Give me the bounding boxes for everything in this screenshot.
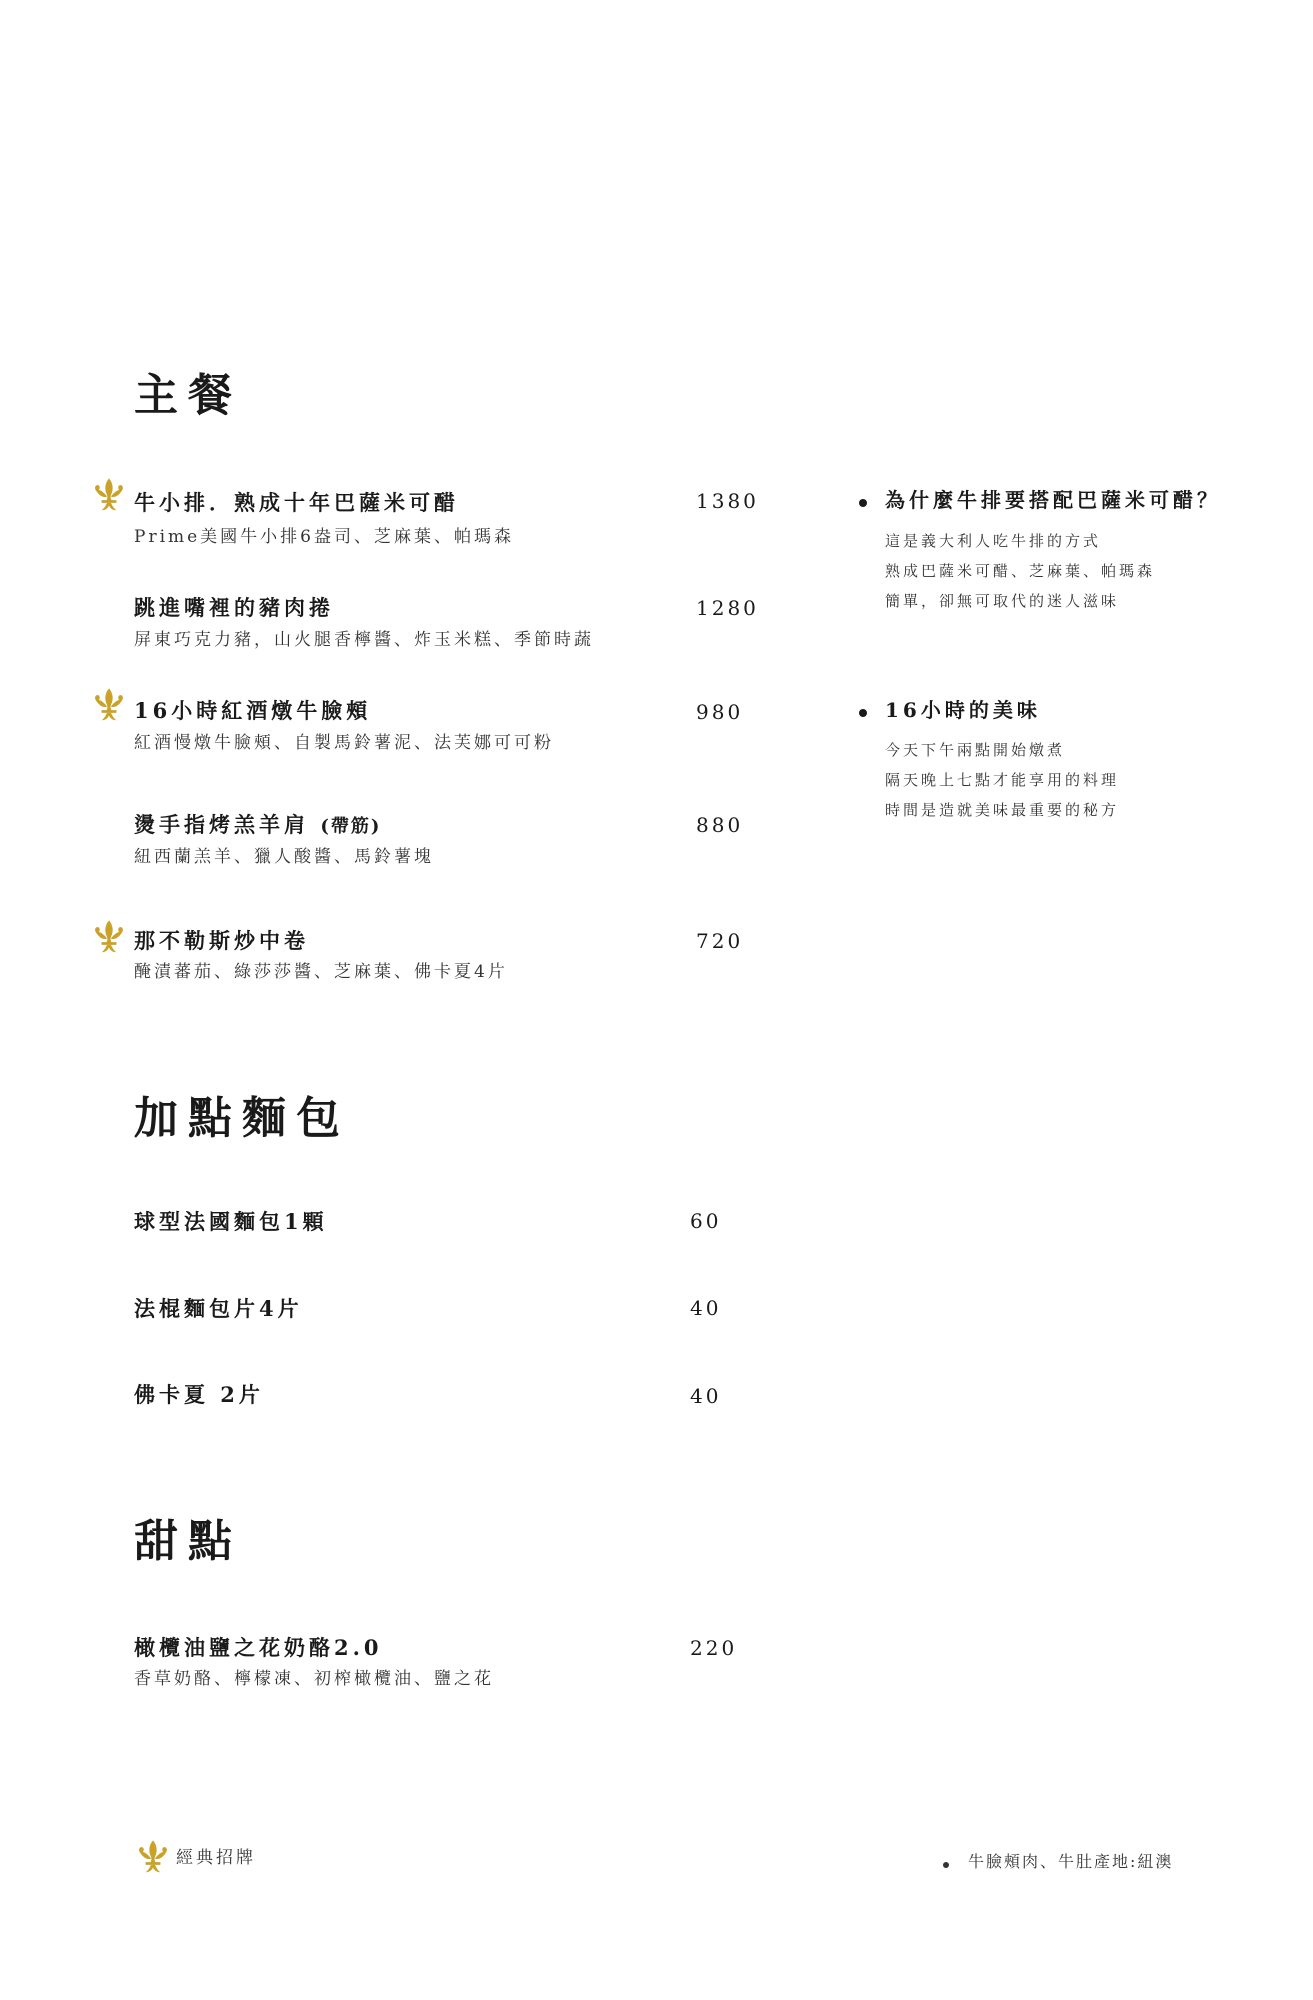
bullet — [943, 1862, 949, 1868]
menu-item-desc: 醃漬蕃茄、綠莎莎醬、芝麻葉、佛卡夏4片 — [134, 962, 508, 982]
fleur-de-lis-icon — [136, 1834, 170, 1878]
menu-item-price: 60 — [690, 1209, 722, 1233]
note-line: 簡單，卻無可取代的迷人滋味 — [885, 592, 1120, 610]
note-title: 16小時的美味 — [885, 698, 1041, 722]
menu-item-name: 牛小排．熟成十年巴薩米可醋 — [134, 490, 459, 515]
menu-item-price: 40 — [690, 1296, 722, 1320]
menu-item-desc: 香草奶酪、檸檬凍、初榨橄欖油、鹽之花 — [134, 1669, 494, 1689]
menu-item-desc: Prime美國牛小排6盎司、芝麻葉、帕瑪森 — [134, 527, 514, 547]
menu-item-desc: 紐西蘭羔羊、獵人酸醬、馬鈴薯塊 — [134, 847, 434, 867]
note-line: 熟成巴薩米可醋、芝麻葉、帕瑪森 — [885, 562, 1156, 580]
section-title-bread: 加點麵包 — [134, 1093, 350, 1144]
menu-item-name: 法棍麵包片4片 — [134, 1296, 303, 1321]
note-title: 為什麼牛排要搭配巴薩米可醋？ — [885, 488, 1221, 512]
menu-item-name: 跳進嘴裡的豬肉捲 — [134, 595, 334, 620]
section-title-main: 主餐 — [134, 370, 242, 421]
menu-item-desc: 屏東巧克力豬，山火腿香檸醬、炸玉米糕、季節時蔬 — [134, 630, 594, 650]
fleur-de-lis-icon — [92, 682, 126, 726]
note-line: 今天下午兩點開始燉煮 — [885, 741, 1066, 759]
legend-label: 經典招牌 — [176, 1848, 256, 1868]
note-line: 時間是造就美味最重要的秘方 — [885, 801, 1120, 819]
note-line: 這是義大利人吃牛排的方式 — [885, 532, 1102, 550]
menu-item-name: 那不勒斯炒中卷 — [134, 928, 309, 953]
menu-item-name-text: 燙手指烤羔羊肩 — [134, 812, 309, 837]
fleur-de-lis-icon — [92, 472, 126, 516]
menu-item-name: 球型法國麵包1顆 — [134, 1209, 328, 1234]
bullet — [859, 709, 867, 717]
menu-item-price: 40 — [690, 1384, 722, 1408]
menu-item-desc: 紅酒慢燉牛臉頰、自製馬鈴薯泥、法芙娜可可粉 — [134, 733, 554, 753]
menu-item-name: 佛卡夏 2片 — [134, 1382, 264, 1407]
note-line: 隔天晚上七點才能享用的料理 — [885, 771, 1120, 789]
menu-item-price: 220 — [690, 1636, 738, 1660]
menu-item-price: 1380 — [696, 489, 759, 513]
menu-item-price: 880 — [696, 813, 744, 837]
menu-item-price: 980 — [696, 700, 744, 724]
menu-item-name: 橄欖油鹽之花奶酪2.0 — [134, 1635, 383, 1660]
menu-item-name — [134, 814, 381, 836]
fleur-de-lis-icon — [92, 914, 126, 958]
menu-item-note: (帶筋) — [320, 816, 382, 837]
menu-item-price: 720 — [696, 929, 744, 953]
section-title-dessert: 甜點 — [134, 1516, 242, 1567]
bullet — [859, 499, 867, 507]
menu-item-price: 1280 — [696, 596, 759, 620]
menu-item-name: 16小時紅酒燉牛臉頰 — [134, 698, 372, 723]
footnote: 牛臉頰肉、牛肚產地:紐澳 — [968, 1852, 1174, 1871]
